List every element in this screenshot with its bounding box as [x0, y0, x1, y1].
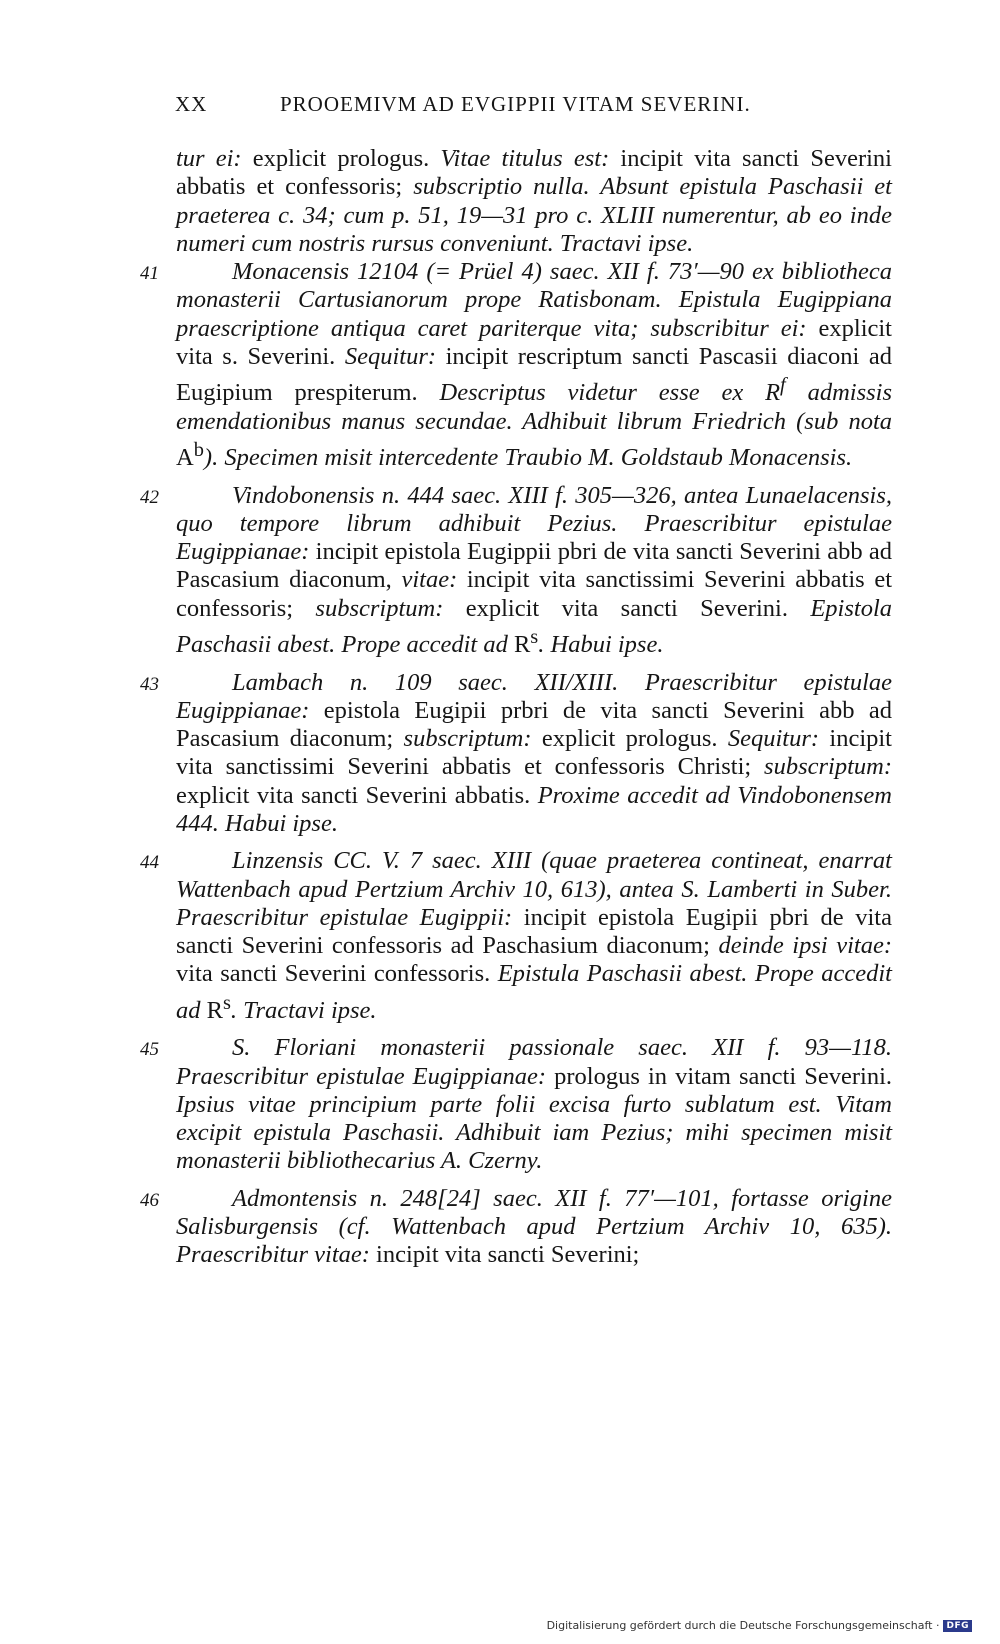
footer-text: Digitalisierung gefördert durch die Deutsche Forschungsgemeinschaft ·: [546, 1619, 940, 1632]
intro-quote: incipit vita sancti Severini abbatis et confessoris;: [176, 145, 892, 201]
manuscript-entry-42: [140, 481, 893, 660]
entry-description: Lambach n. 109 saec. XII/XIII. Praescribitur epistulae Eugippianae:: [176, 668, 892, 724]
entry-quote: incipit vita sanctissimi Severini abbatis et confessoris;: [176, 566, 893, 622]
entry-label: subscriptum:: [764, 753, 892, 781]
entry-number: 46: [140, 1189, 159, 1211]
entry-quote: incipit vita sancti Severini;: [369, 1241, 640, 1269]
entry-number: 42: [140, 486, 159, 508]
entry-label: Sequitur:: [344, 343, 437, 371]
manuscript-entry-44: [140, 847, 892, 1025]
siglum-superscript: b: [193, 439, 204, 462]
body-text: [140, 145, 893, 1270]
entry-quote: explicit vita sancti Severini.: [443, 594, 811, 622]
entry-description: Monacensis 12104 (= Prüel 4) saec. XII f. 73′—90 ex bibliotheca monasterii Cartusianorum prope Ratisbonam. Epistula Eugippiana praescriptione antiqua caret pariterque vita; subscribitur ei:: [176, 258, 892, 342]
entry-note: Descriptus videtur esse ex R: [439, 379, 781, 407]
entry-quote: incipit rescriptum sancti Pascasii diaconi ad Eugipium prespiterum.: [176, 343, 893, 407]
entry-label: Sequitur:: [727, 725, 820, 753]
digitization-footer: [547, 1619, 972, 1632]
entry-note: Epistola Paschasii abest. Prope accedit ad: [176, 594, 892, 659]
entry-note: . Habui ipse.: [538, 631, 664, 659]
entry-quote: incipit epistola Eugippii pbri de vita sancti Severini abb ad Pascasium diaconum,: [176, 538, 892, 594]
siglum: R: [206, 996, 223, 1024]
entry-quote: incipit epistola Eugipii pbri de vita sancti Severini confessoris ad Paschasium diaconum;: [176, 903, 892, 960]
intro-label: tur ei:: [176, 145, 242, 172]
entry-quote: explicit vita sancti Severini abbatis.: [176, 781, 538, 809]
intro-paragraph: [176, 145, 892, 258]
entry-note: Proxime accedit ad Vindobonensem 444. Habui ipse.: [176, 781, 892, 837]
entry-note: . Tractavi ipse.: [230, 996, 377, 1024]
entry-quote: vita sancti Severini confessoris.: [176, 960, 498, 988]
entry-quote: prologus in vitam sancti Severini.: [546, 1062, 892, 1090]
manuscript-entry-43: [140, 668, 892, 839]
siglum-superscript: s: [530, 626, 539, 649]
entry-label: subscriptum:: [403, 725, 532, 753]
entry-label: subscriptum:: [315, 594, 444, 622]
intro-note: subscriptio nulla. Absunt epistula Paschasii et praeterea c. 34; cum p. 51, 19—31 pro c. XLIII numerentur, ab eo inde numeri cum nostris rursus conveniunt. Tractavi ipse.: [176, 173, 892, 257]
entry-quote: incipit vita sanctissimi Severini abbatis et confessoris Christi;: [176, 725, 892, 781]
entry-quote: epistola Eugipii prbri de vita sancti Severini abb ad Pascasium diaconum;: [176, 696, 892, 753]
entry-description: Vindobonensis n. 444 saec. XIII f. 305—326, antea Lunaelacensis, quo tempore librum adhibuit Pezius. Praescribitur epistulae Eugippianae:: [176, 481, 892, 566]
entry-note: admissis emendationibus manus secundae. Adhibuit librum Friedrich (sub nota: [176, 379, 892, 435]
entry-number: 41: [140, 263, 159, 285]
entry-number: 45: [140, 1039, 159, 1061]
manuscript-entry-46: [140, 1184, 892, 1270]
entry-number: 44: [140, 852, 159, 874]
entry-note: ). Specimen misit intercedente Traubio M. Goldstaub Monacensis.: [203, 444, 853, 472]
siglum: R: [513, 631, 531, 659]
manuscript-entry-45: [140, 1034, 892, 1175]
entry-quote: explicit prologus.: [531, 725, 728, 753]
entry-note: Epistula Paschasii abest. Prope accedit ad: [176, 960, 892, 1024]
entry-description: S. Floriani monasterii passionale saec. XII f. 93—118. Praescribitur epistulae Eugippianae:: [176, 1034, 892, 1090]
intro-label: Vitae titulus est:: [440, 145, 610, 172]
intro-quote: explicit prologus.: [241, 145, 441, 172]
entry-quote: explicit vita s. Severini.: [176, 314, 892, 371]
page-number: XX: [175, 92, 208, 116]
entry-label: vitae:: [401, 566, 458, 594]
manuscript-entry-41: [140, 258, 893, 472]
entry-description: Admontensis n. 248[24] saec. XII f. 77′—101, fortasse origine Salisburgensis (cf. Wattenbach apud Pertzium Archiv 10, 635). Praescribitur vitae:: [176, 1184, 892, 1269]
entry-description: Linzensis CC. V. 7 saec. XIII (quae praeterea contineat, enarrat Wattenbach apud Pertzium Archiv 10, 613), antea S. Lamberti in Suber. Praescribitur epistulae Eugippii:: [176, 847, 892, 931]
siglum-superscript: f: [780, 374, 786, 397]
siglum-superscript: s: [222, 991, 231, 1014]
dfg-logo: DFG: [943, 1620, 972, 1632]
entry-note: Ipsius vitae principium parte folii excisa furto sublatum est. Vitam excipit epistula Paschasii. Adhibuit iam Pezius; mihi specimen misit monasterii bibliothecarius A. Czerny.: [176, 1090, 892, 1175]
siglum: A: [176, 444, 194, 472]
entry-label: deinde ipsi vitae:: [718, 932, 892, 960]
entry-number: 43: [140, 673, 159, 695]
running-title: PROOEMIVM AD EVGIPPII VITAM SEVERINI.: [280, 92, 751, 116]
